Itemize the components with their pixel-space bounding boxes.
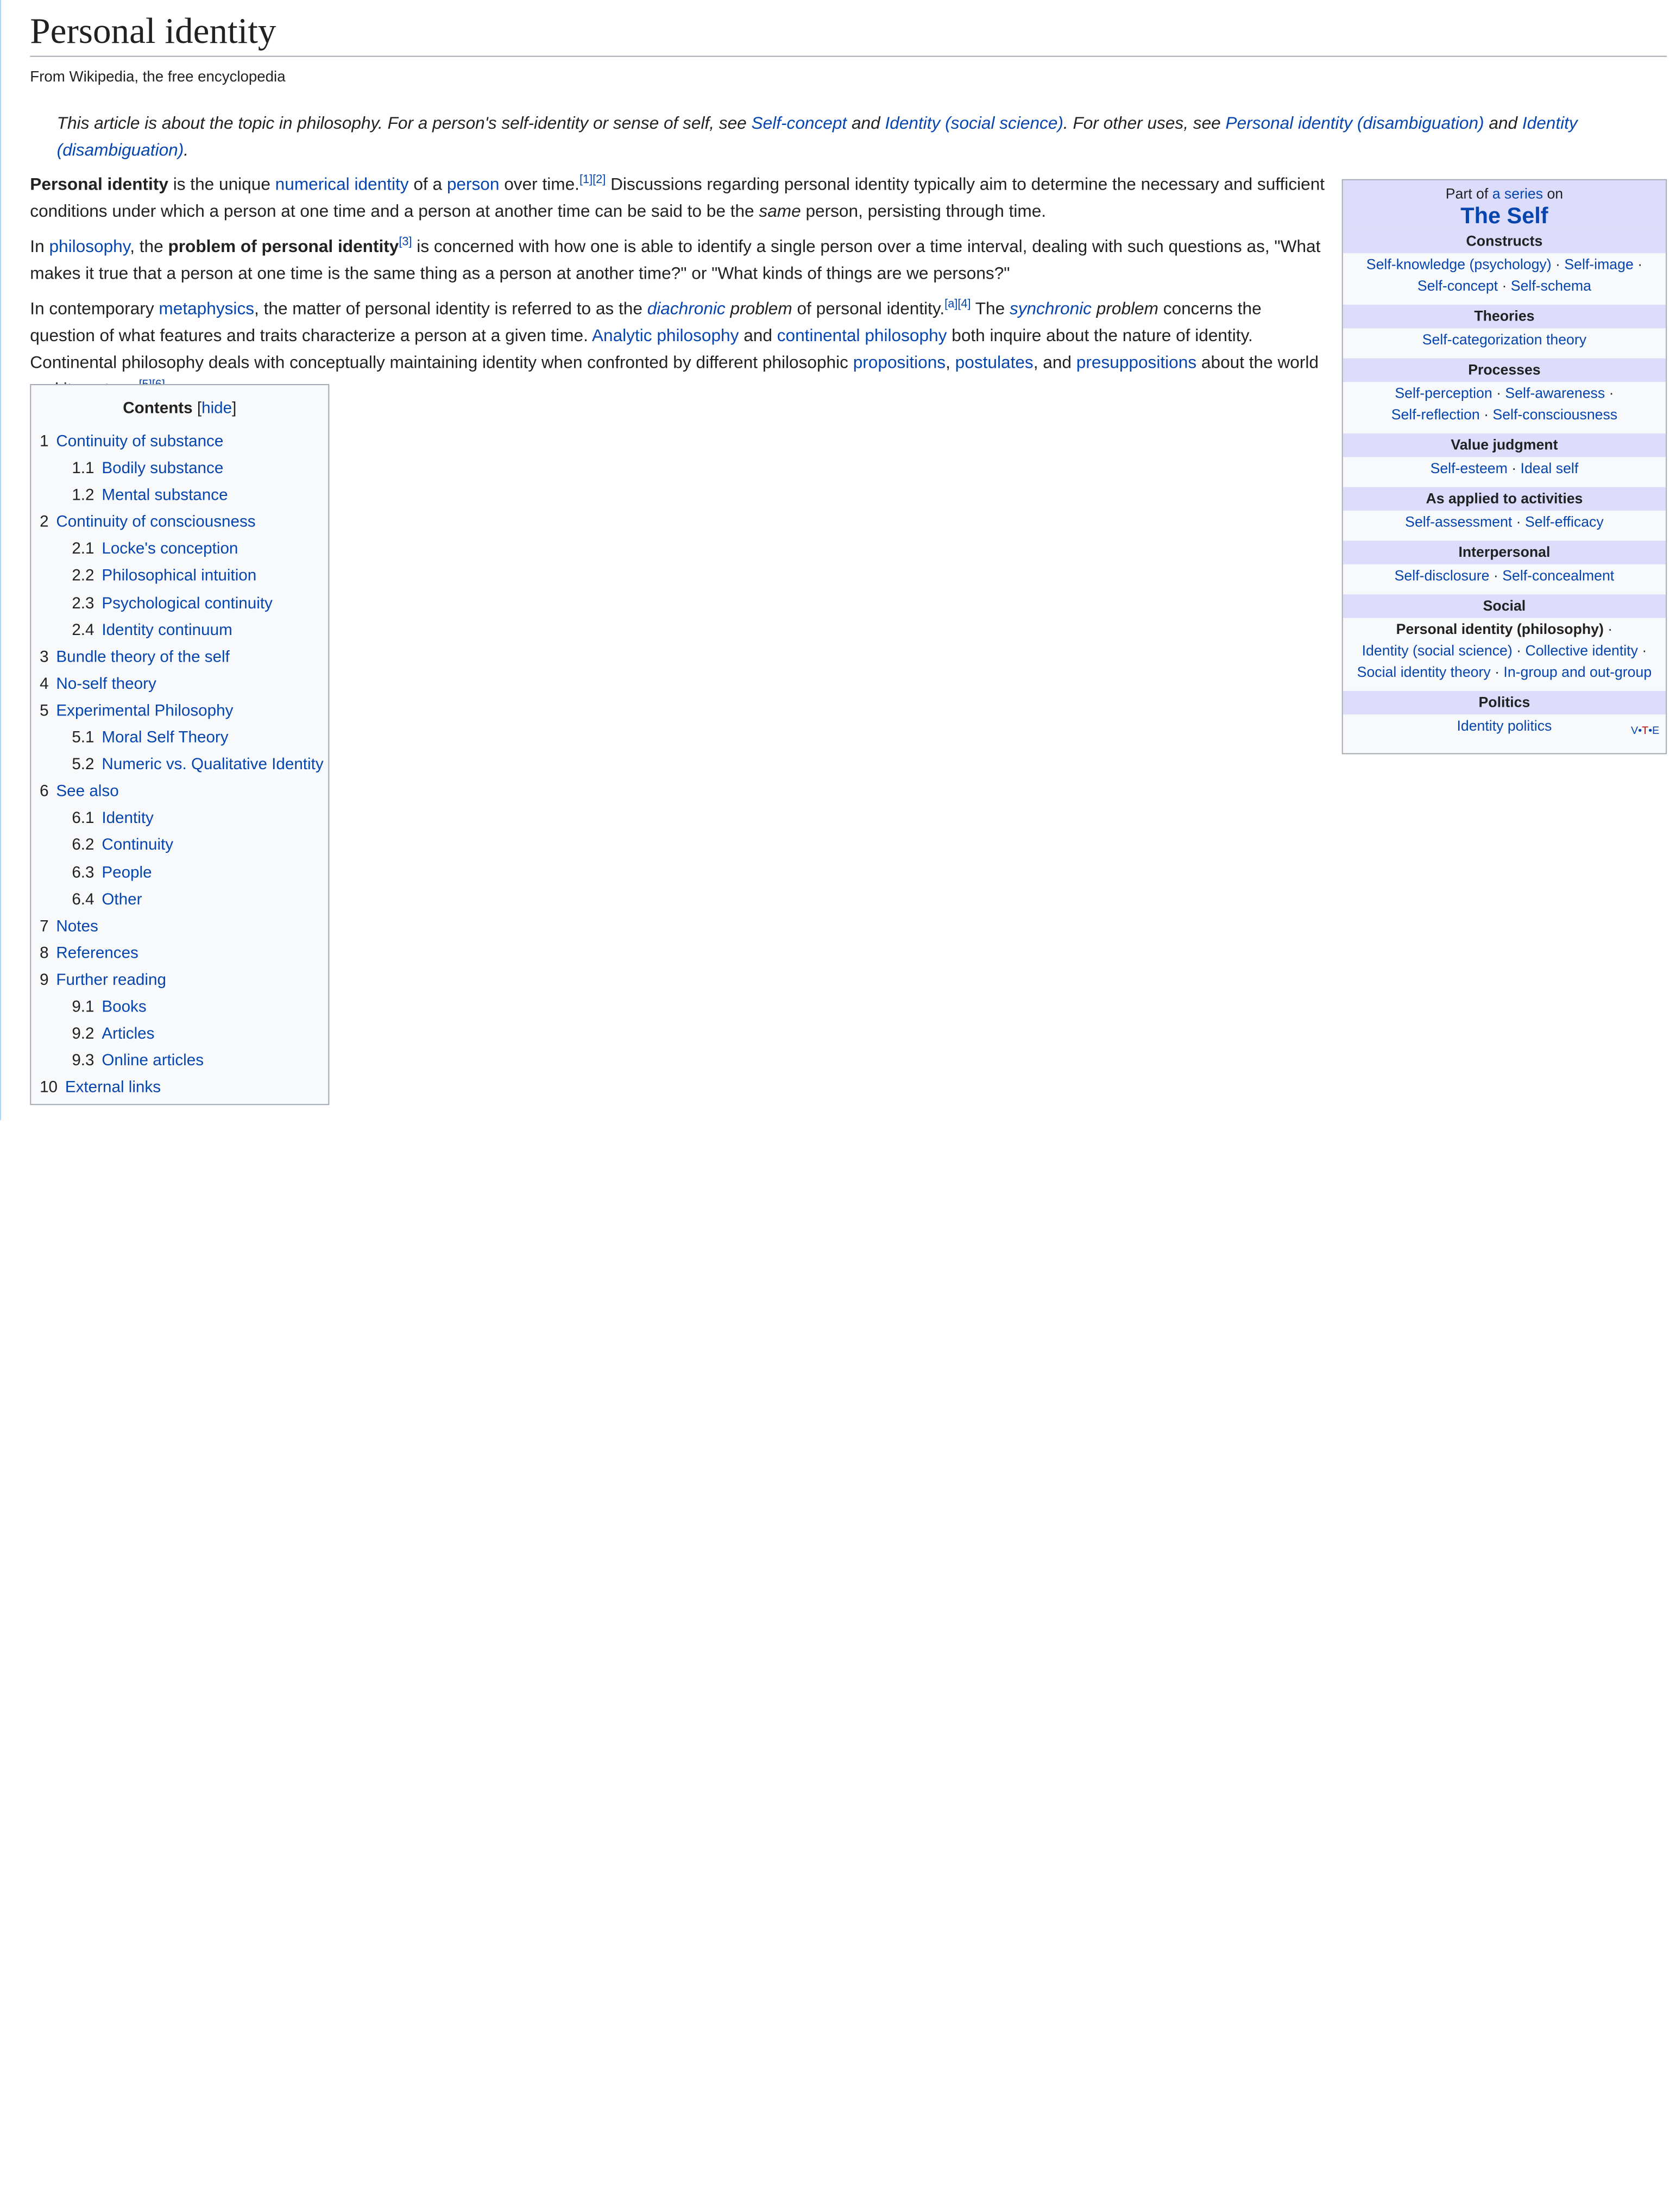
sidebar-header — [1343, 180, 1666, 230]
toc-link[interactable]: Locke's conception — [102, 540, 238, 558]
citation-1[interactable]: [1] — [579, 173, 593, 187]
link-numerical-identity[interactable]: numerical identity — [275, 175, 409, 194]
link-self-assessment[interactable]: Self-assessment — [1405, 514, 1513, 530]
section-interpersonal: Interpersonal — [1343, 541, 1666, 564]
toc-item[interactable] — [31, 994, 328, 1021]
interpersonal-list — [1343, 564, 1666, 590]
view-template-link[interactable]: V — [1631, 725, 1639, 737]
toc-link[interactable]: References — [56, 944, 138, 963]
toc-number: 6 — [40, 782, 49, 801]
section-constructs: Constructs — [1343, 230, 1666, 253]
link-self-disclosure[interactable]: Self-disclosure — [1394, 567, 1490, 584]
separator: · — [1633, 256, 1643, 273]
toc-link[interactable]: Books — [102, 997, 147, 1016]
site-tagline: From Wikipedia, the free encyclopedia — [30, 67, 286, 85]
theories-list — [1343, 328, 1666, 354]
link-social-identity-theory[interactable]: Social identity theory — [1357, 664, 1491, 681]
toc-link[interactable]: Experimental Philosophy — [56, 701, 234, 720]
separator: · — [1605, 385, 1614, 401]
toc-link[interactable]: Articles — [102, 1025, 155, 1043]
link-continental-philosophy[interactable]: continental philosophy — [777, 327, 947, 345]
hatnote-text: and — [847, 115, 885, 133]
toc-number: 4 — [40, 674, 49, 693]
separator: · — [1507, 460, 1521, 476]
text: The — [971, 300, 1010, 319]
link-personal-identity-disambiguation[interactable]: Personal identity (disambiguation) — [1225, 115, 1484, 133]
toc-number: 2.2 — [72, 567, 94, 586]
toc-link[interactable]: Further reading — [56, 971, 166, 989]
toc-link[interactable]: Mental substance — [102, 486, 228, 505]
toc-number: 9.1 — [72, 997, 94, 1016]
text: about the world — [1201, 354, 1319, 373]
page-title: Personal identity — [30, 11, 1667, 57]
toc-number: 2.3 — [72, 594, 94, 612]
toc-link[interactable]: Philosophical intuition — [102, 567, 257, 586]
separator: · — [1479, 406, 1493, 423]
lead-section — [30, 172, 1330, 412]
toc-number: 8 — [40, 944, 49, 963]
vte-links — [1631, 721, 1659, 743]
sidebar-title[interactable]: The Self — [1460, 204, 1548, 229]
toc-link[interactable]: Identity — [102, 809, 154, 828]
text: person, persisting through time. — [801, 203, 1047, 221]
text: over time. — [499, 175, 579, 194]
link-self-categorization-theory[interactable]: Self-categorization theory — [1422, 331, 1587, 348]
text: is concerned with how one is able to identify a single person over a time interval, dealing with such questions as, "What makes it true that a person at one time is the same thing as a person at another time?" or "What kinds of things are we persons?" — [30, 238, 1321, 284]
toc-number: 2 — [40, 513, 49, 532]
text: Part of — [1445, 185, 1492, 202]
link-series[interactable]: a series — [1492, 185, 1543, 202]
text: of a — [408, 175, 447, 194]
link-self-concealment[interactable]: Self-concealment — [1502, 567, 1615, 584]
toc-link[interactable]: See also — [56, 782, 119, 801]
text: both inquire about the nature of identity. Continental philosophy deals with conceptually maintaining identity when confronted by different philosophic — [30, 327, 1253, 373]
link-self-efficacy[interactable]: Self-efficacy — [1524, 514, 1604, 530]
social-list — [1343, 618, 1666, 687]
hatnote-text: This article is about the topic in philosophy. For a person's self-identity or sense of self, see — [56, 115, 752, 133]
toc-number: 1.1 — [72, 459, 94, 478]
link-identity-politics[interactable]: Identity politics — [1457, 718, 1552, 734]
toc-link[interactable]: Continuity — [102, 836, 174, 854]
text: and — [739, 327, 777, 345]
hatnote-text: . For other uses, see — [1063, 115, 1226, 133]
series-intro — [1343, 185, 1666, 204]
separator: · — [1489, 567, 1503, 584]
text: , the — [130, 238, 168, 257]
toc-link[interactable]: Continuity of substance — [56, 432, 224, 451]
toc-item[interactable] — [31, 805, 328, 832]
toc-number: 9.3 — [72, 1051, 94, 1070]
text: concerns the question of what features and traits characterize a person at a given time. — [30, 300, 1262, 345]
text: , — [946, 354, 955, 373]
link-analytic-philosophy[interactable]: Analytic philosophy — [591, 327, 739, 345]
text: In — [30, 238, 49, 257]
link-self-perception[interactable]: Self-perception — [1395, 385, 1492, 401]
separator: • — [1648, 725, 1653, 737]
link-self-image[interactable]: Self-image — [1564, 256, 1634, 273]
text: Discussions regarding personal identity typically aim to determine the necessary and sufficient conditions under which a person at one time and a person at another time can be said to be the — [30, 175, 1325, 221]
separator: · — [1512, 514, 1525, 530]
link-propositions[interactable]: propositions — [853, 354, 946, 373]
toc-item[interactable] — [31, 455, 328, 482]
link-self-concept-sidebar[interactable]: Self-concept — [1417, 278, 1498, 294]
toc-number: 6.1 — [72, 809, 94, 828]
toc-link[interactable]: Bundle theory of the self — [56, 648, 230, 666]
toc-item[interactable] — [31, 778, 328, 805]
toc-link[interactable]: No-self theory — [56, 674, 156, 693]
toc-number: 5.1 — [72, 728, 94, 747]
toc-number: 2.4 — [72, 620, 94, 639]
toc-item[interactable] — [31, 482, 328, 509]
link-in-group-out-group[interactable]: In-group and out-group — [1503, 664, 1652, 681]
toc-item[interactable] — [31, 886, 328, 913]
content-border — [0, 0, 1, 1120]
series-sidebar — [1342, 179, 1667, 755]
section-value-judgment: Value judgment — [1343, 433, 1666, 457]
link-person[interactable]: person — [446, 175, 500, 194]
toc-hide-toggle[interactable]: hide — [201, 399, 232, 418]
toc-link[interactable]: Moral Self Theory — [102, 728, 229, 747]
link-self-esteem[interactable]: Self-esteem — [1430, 460, 1508, 476]
toc-title: Contents — [123, 399, 193, 418]
constructs-list — [1343, 253, 1666, 300]
separator: · — [1603, 621, 1613, 638]
hatnote-text: . — [184, 141, 189, 160]
toc-item[interactable] — [31, 428, 328, 455]
section-social: Social — [1343, 594, 1666, 618]
toc-item[interactable] — [31, 617, 328, 644]
text: In contemporary — [30, 300, 159, 319]
toc-item[interactable] — [31, 644, 328, 671]
text: on — [1543, 185, 1564, 202]
link-identity-social-science-sidebar[interactable]: Identity (social science) — [1362, 643, 1513, 659]
toc-number: 6.4 — [72, 890, 94, 909]
toc-link[interactable]: External links — [65, 1078, 161, 1097]
separator: · — [1490, 664, 1504, 681]
section-processes: Processes — [1343, 359, 1666, 382]
separator: · — [1492, 385, 1505, 401]
link-synchronic[interactable]: synchronic — [1009, 300, 1092, 319]
separator: • — [1638, 725, 1642, 737]
toc-item[interactable] — [31, 832, 328, 859]
toc-link[interactable]: Bodily substance — [102, 459, 224, 478]
toc-link[interactable]: Online articles — [102, 1051, 204, 1070]
politics-list — [1343, 714, 1666, 740]
toc-list — [31, 428, 328, 1101]
text: , the matter of personal identity is referred to as the — [254, 300, 647, 319]
toc-item[interactable] — [31, 940, 328, 967]
toc-link[interactable]: Psychological continuity — [102, 594, 273, 612]
link-identity-social-science[interactable]: Identity (social science) — [885, 115, 1063, 133]
link-self-concept[interactable]: Self-concept — [751, 115, 847, 133]
toc-number: 1 — [40, 432, 49, 451]
toc-item[interactable] — [31, 589, 328, 617]
bold-term: Personal identity — [30, 175, 168, 194]
edit-template-link[interactable]: E — [1652, 725, 1660, 737]
hatnote — [57, 110, 1580, 164]
toc-link[interactable]: Numeric vs. Qualitative Identity — [102, 755, 324, 774]
table-of-contents — [30, 384, 329, 1105]
toc-item[interactable] — [31, 1074, 328, 1101]
toc-item[interactable] — [31, 563, 328, 590]
section-theories: Theories — [1343, 305, 1666, 328]
link-collective-identity[interactable]: Collective identity — [1525, 643, 1638, 659]
link-postulates[interactable]: postulates — [955, 354, 1034, 373]
processes-list — [1343, 382, 1666, 429]
toc-number: 6.3 — [72, 863, 94, 882]
citation-2[interactable]: [2] — [593, 173, 606, 187]
toc-link[interactable]: Other — [102, 890, 142, 909]
toc-link[interactable]: Continuity of consciousness — [56, 513, 256, 532]
bold-term: problem of personal identity — [168, 238, 399, 257]
toc-item[interactable] — [31, 1047, 328, 1074]
italic-text: problem — [725, 300, 792, 319]
toc-item[interactable] — [31, 697, 328, 725]
italic-text: same — [759, 203, 801, 221]
separator: · — [1498, 278, 1511, 294]
hatnote-text: and — [1484, 115, 1522, 133]
toc-number: 6.2 — [72, 836, 94, 854]
link-identity-disambiguation[interactable]: Identity (disambiguation) — [56, 115, 1578, 160]
toc-link[interactable]: Notes — [56, 917, 98, 935]
link-ideal-self[interactable]: Ideal self — [1520, 460, 1579, 476]
text: is the unique — [168, 175, 275, 194]
toc-item[interactable] — [31, 913, 328, 940]
separator: · — [1512, 643, 1526, 659]
separator: · — [1551, 256, 1565, 273]
toc-number: 5 — [40, 701, 49, 720]
toc-item[interactable] — [31, 751, 328, 778]
toc-number: 9.2 — [72, 1025, 94, 1043]
toc-number: 3 — [40, 648, 49, 666]
talk-template-link[interactable]: T — [1642, 725, 1649, 737]
separator: · — [1637, 643, 1647, 659]
link-self-awareness[interactable]: Self-awareness — [1505, 385, 1605, 401]
toc-header: Contents [hide] — [123, 399, 237, 418]
toc-number: 1.2 — [72, 486, 94, 505]
link-self-reflection[interactable]: Self-reflection — [1391, 406, 1480, 423]
section-activities: As applied to activities — [1343, 487, 1666, 511]
toc-item[interactable] — [31, 724, 328, 751]
citation-3[interactable]: [3] — [399, 235, 412, 249]
toc-item[interactable] — [31, 859, 328, 886]
current-article: Personal identity (philosophy) — [1396, 621, 1604, 638]
link-metaphysics[interactable]: metaphysics — [159, 300, 255, 319]
toc-item[interactable] — [31, 1020, 328, 1047]
value-judgment-list — [1343, 457, 1666, 482]
note-a[interactable]: [a] — [944, 298, 958, 311]
link-self-schema[interactable]: Self-schema — [1510, 278, 1591, 294]
toc-number: 10 — [40, 1078, 58, 1097]
link-self-consciousness[interactable]: Self-consciousness — [1492, 406, 1618, 423]
toc-number: 5.2 — [72, 755, 94, 774]
toc-number: 2.1 — [72, 540, 94, 558]
text: of personal identity. — [792, 300, 945, 319]
section-politics: Politics — [1343, 691, 1666, 714]
toc-number: 7 — [40, 917, 49, 935]
citation-4[interactable]: [4] — [957, 298, 971, 311]
toc-link[interactable]: Identity continuum — [102, 620, 232, 639]
link-diachronic[interactable]: diachronic — [647, 300, 726, 319]
activities-list — [1343, 511, 1666, 536]
paragraph-2 — [30, 234, 1330, 288]
link-philosophy[interactable]: philosophy — [49, 238, 130, 257]
text: , and — [1033, 354, 1076, 373]
italic-text: problem — [1091, 300, 1158, 319]
paragraph-1 — [30, 172, 1330, 225]
link-presuppositions[interactable]: presuppositions — [1076, 354, 1197, 373]
toc-item[interactable] — [31, 966, 328, 994]
toc-item[interactable] — [31, 509, 328, 536]
toc-item[interactable] — [31, 536, 328, 563]
toc-number: 9 — [40, 971, 49, 989]
toc-item[interactable] — [31, 670, 328, 697]
toc-link[interactable]: People — [102, 863, 152, 882]
link-self-knowledge[interactable]: Self-knowledge (psychology) — [1366, 256, 1552, 273]
